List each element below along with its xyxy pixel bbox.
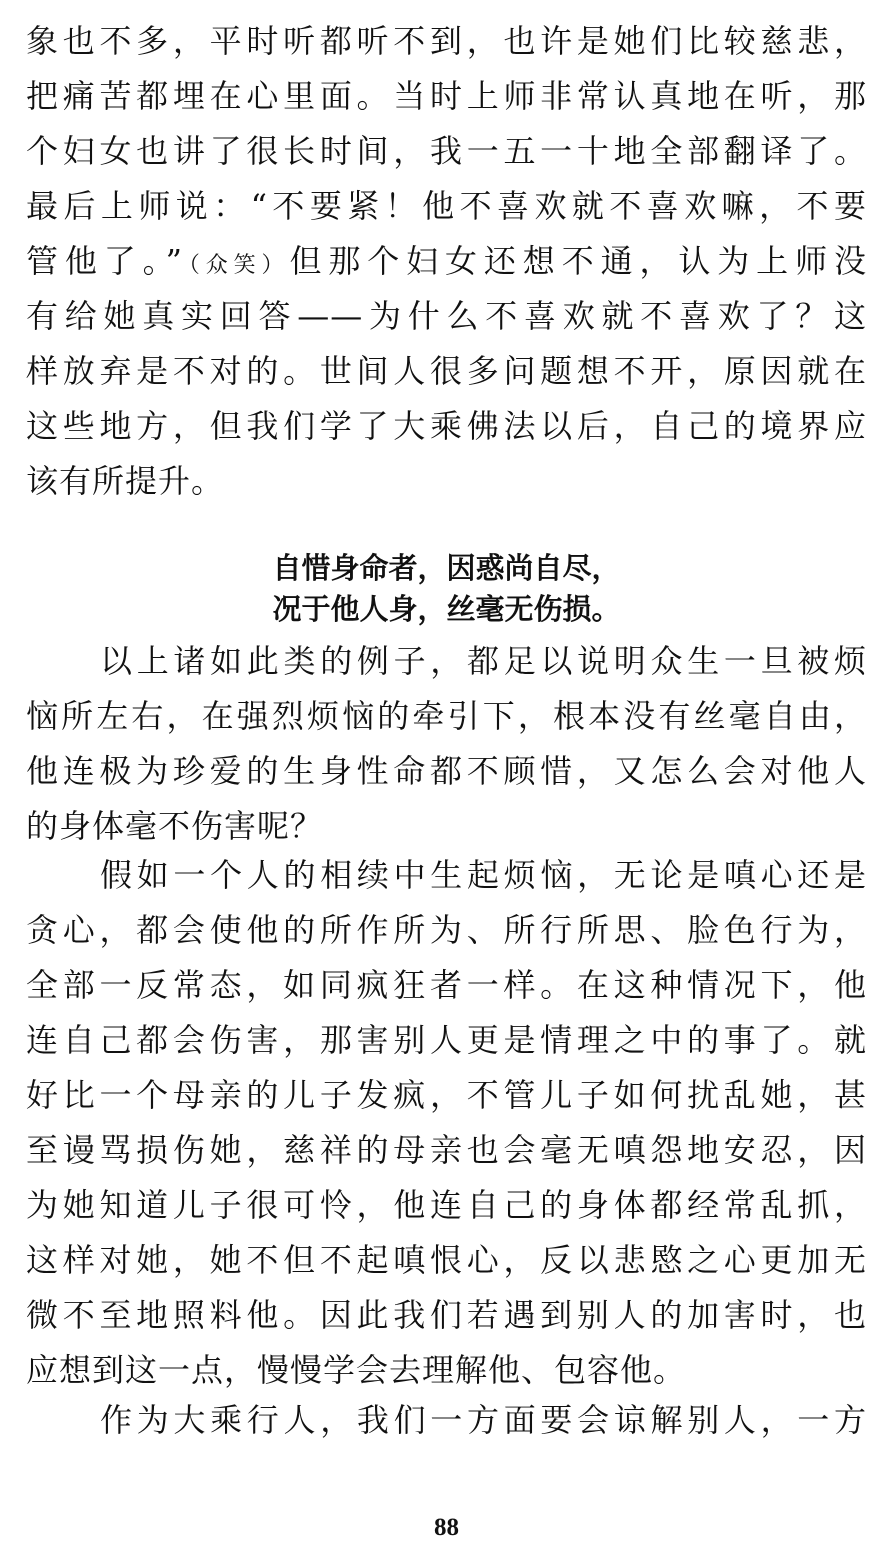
paragraph-2-line-1: 以上诸如此类的例子，都足以说明众生一旦被烦 bbox=[100, 642, 867, 680]
paragraph-1-line-1: 象也不多，平时听都听不到，也许是她们比较慈悲， bbox=[26, 22, 867, 60]
quote-end-text: 管他了。” bbox=[26, 242, 183, 280]
paragraph-1-line-5 bbox=[26, 234, 867, 288]
paragraph-3-line-9: 微不至地照料他。因此我们若遇到别人的加害时，也 bbox=[26, 1296, 867, 1334]
paragraph-1-line-6: 有给她真实回答——为什么不喜欢就不喜欢了？这 bbox=[26, 297, 867, 335]
paragraph-3-line-4: 连自己都会伤害，那害别人更是情理之中的事了。就 bbox=[26, 1021, 867, 1059]
verse-line-2: 况于他人身，丝毫无伤损。 bbox=[272, 592, 621, 626]
paragraph-3-line-7: 为她知道儿子很可怜，他连自己的身体都经常乱抓， bbox=[26, 1186, 867, 1224]
paragraph-3-line-2: 贪心，都会使他的所作所为、所行所思、脸色行为， bbox=[26, 911, 867, 949]
paragraph-2-line-3: 他连极为珍爱的生身性命都不顾惜，又怎么会对他人 bbox=[26, 752, 867, 790]
paragraph-2-line-4: 的身体毫不伤害呢？ bbox=[26, 807, 324, 845]
audience-laughter-aside: （众笑） bbox=[182, 253, 290, 278]
paragraph-1-line-2: 把痛苦都埋在心里面。当时上师非常认真地在听，那 bbox=[26, 77, 867, 115]
page-number: 88 bbox=[434, 1514, 459, 1541]
paragraph-3-line-8: 这样对她，她不但不起嗔恨心，反以悲愍之心更加无 bbox=[26, 1241, 867, 1279]
paragraph-1-line-4: 最后上师说：“不要紧！他不喜欢就不喜欢嘛，不要 bbox=[26, 187, 867, 225]
paragraph-3-line-10: 应想到这一点，慢慢学会去理解他、包容他。 bbox=[26, 1351, 687, 1389]
verse-line-1: 自惜身命者，因惑尚自尽， bbox=[272, 551, 621, 585]
paragraph-3-line-5: 好比一个母亲的儿子发疯，不管儿子如何扰乱她，甚 bbox=[26, 1076, 867, 1114]
paragraph-3-line-3: 全部一反常态，如同疯狂者一样。在这种情况下，他 bbox=[26, 966, 867, 1004]
paragraph-2-line-2: 恼所左右，在强烈烦恼的牵引下，根本没有丝毫自由， bbox=[26, 697, 867, 735]
paragraph-4-line-1: 作为大乘行人，我们一方面要会谅解别人，一方 bbox=[100, 1401, 867, 1439]
paragraph-1-line-7: 样放弃是不对的。世间人很多问题想不开，原因就在 bbox=[26, 352, 867, 390]
paragraph-1-line-9: 该有所提升。 bbox=[26, 462, 225, 500]
paragraph-3-line-6: 至谩骂损伤她，慈祥的母亲也会毫无嗔怨地安忍，因 bbox=[26, 1131, 867, 1169]
paragraph-1-line-3: 个妇女也讲了很长时间，我一五一十地全部翻译了。 bbox=[26, 132, 867, 170]
paragraph-3-line-1: 假如一个人的相续中生起烦恼，无论是嗔心还是 bbox=[100, 856, 867, 894]
continuation-text: 但那个妇女还想不通，认为上师没 bbox=[289, 242, 867, 280]
paragraph-1-line-8: 这些地方，但我们学了大乘佛法以后，自己的境界应 bbox=[26, 407, 867, 445]
